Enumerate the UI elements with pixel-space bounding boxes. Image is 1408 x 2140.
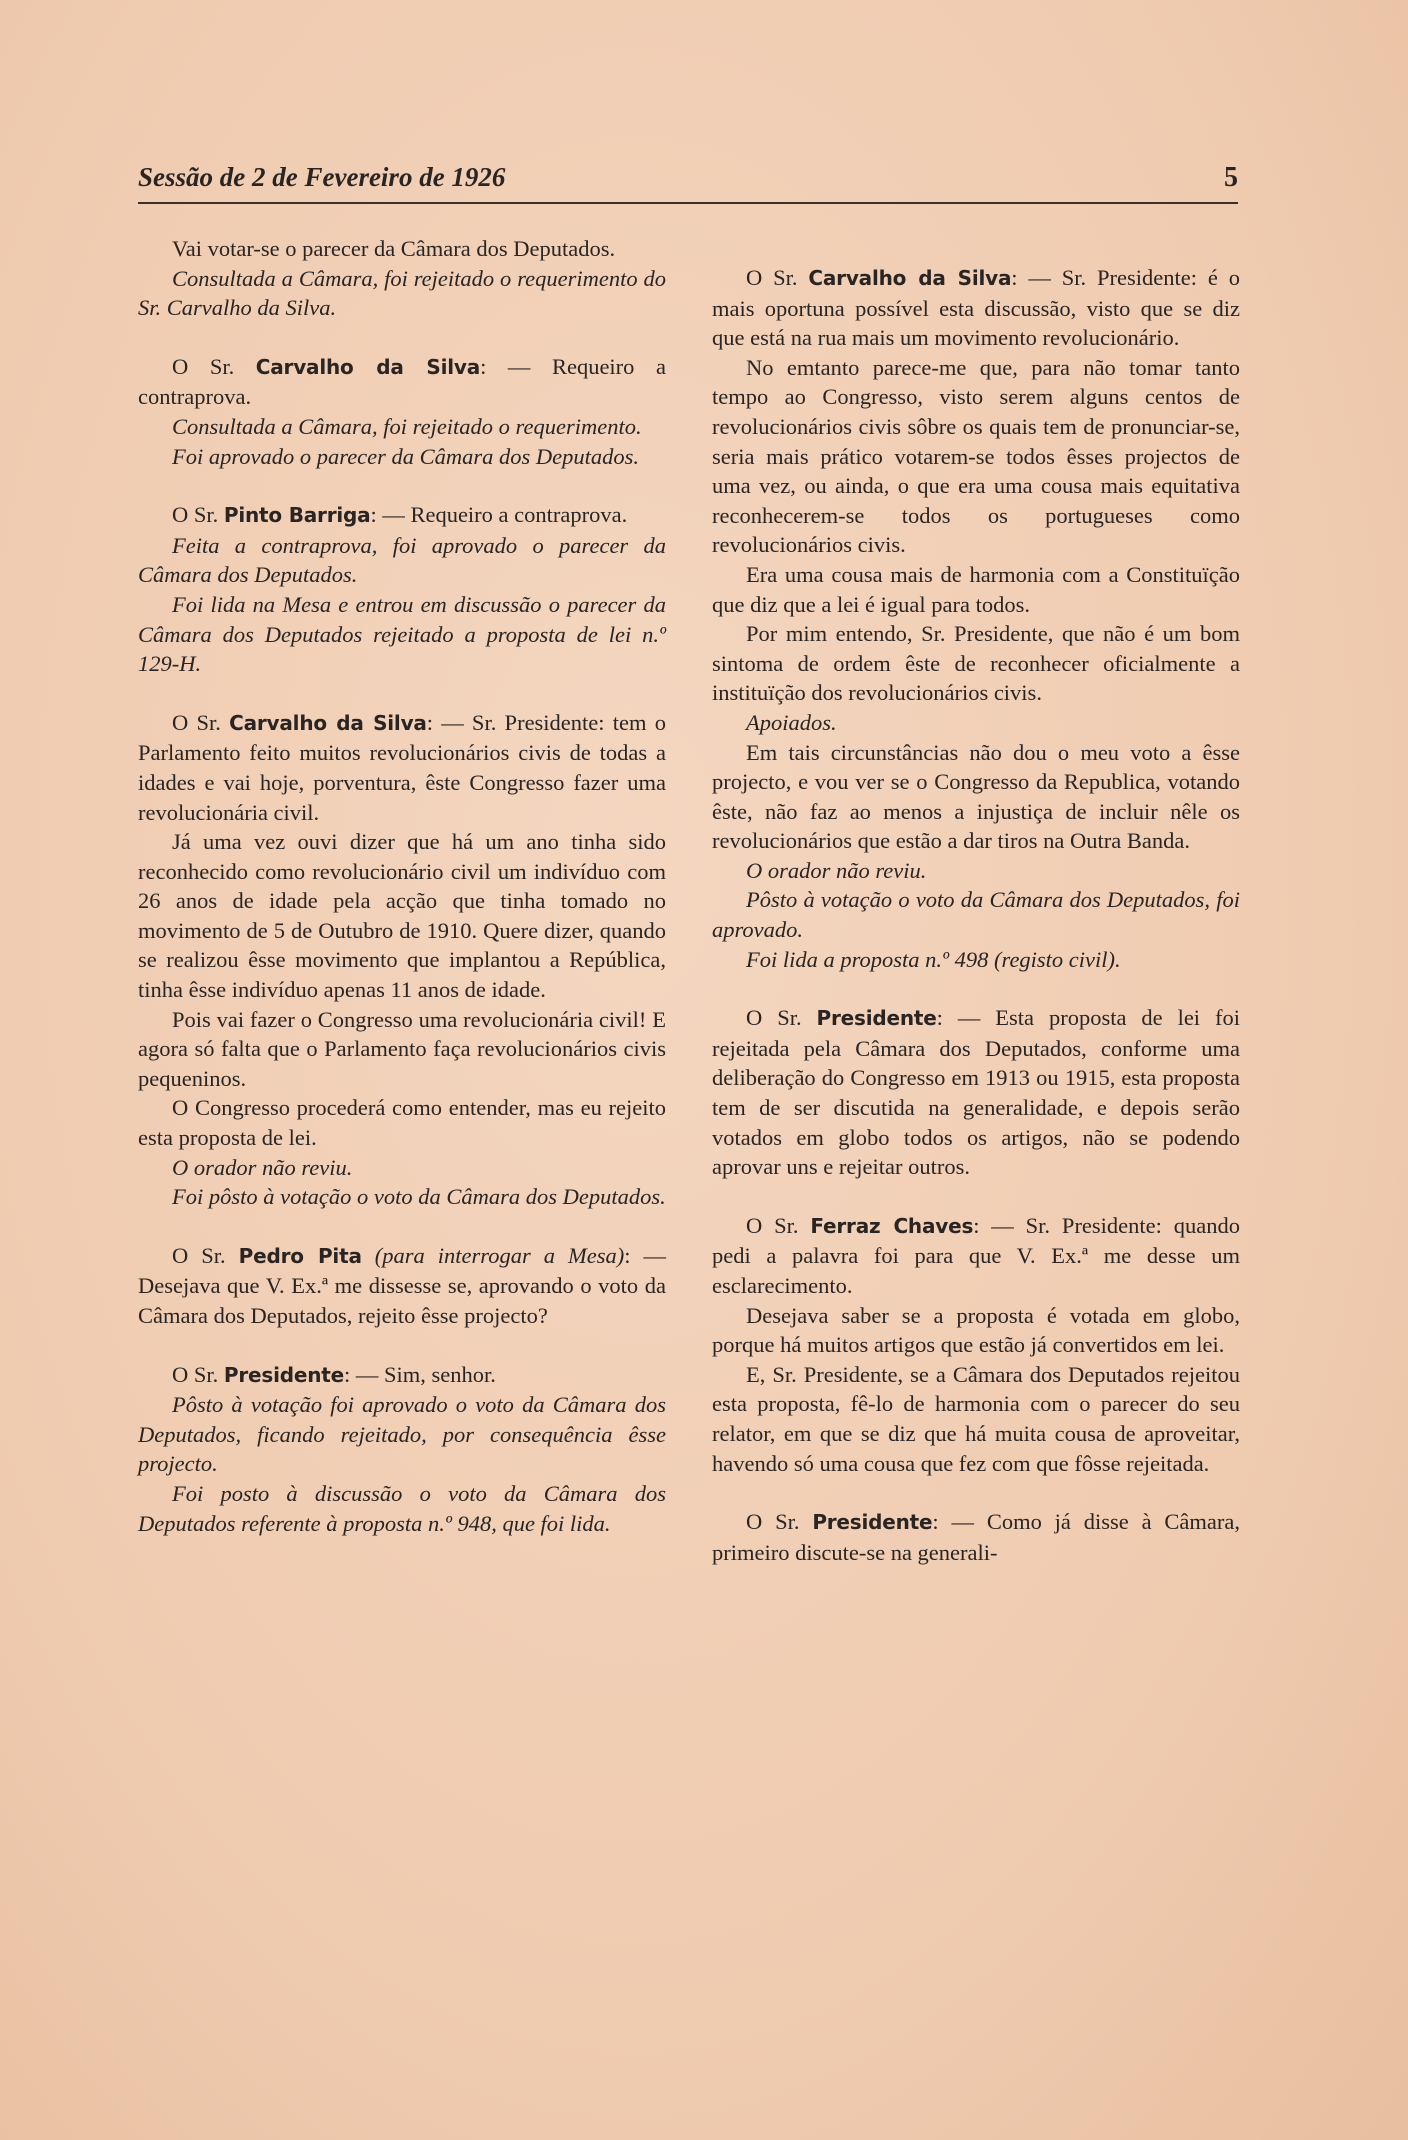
session-title: Sessão de 2 de Fevereiro de 1926 [138,162,506,192]
italic-paragraph: Pôsto à votação o voto da Câmara dos Deputados, foi aprovado. [712,887,1240,943]
speech-text: : — Esta proposta de lei foi rejeitada pela Câmara dos Deputados, conforme uma deliberação do Congresso em 1913 ou 1915, esta proposta tem de ser discutida na generalidade, e depois serão votados em globo todos os artigos, não se podendo aprovar uns e rejeitar outros. [712,1005,1240,1180]
paragraph: Era uma cousa mais de harmonia com a Constituïção que diz que a lei é igual para todos. [712,561,1240,617]
speech-paragraph [138,1241,666,1331]
paragraph: Pois vai fazer o Congresso uma revolucionária civil! E agora só falta que o Parlamento faça revolucionários civis pequeninos. [138,1006,666,1091]
speaker-name: Carvalho da Silva [229,710,427,735]
italic-paragraph: Foi posto à discussão o voto da Câmara dos Deputados referente à proposta n.º 948, que foi lida. [138,1480,666,1536]
paragraph: Em tais circunstâncias não dou o meu voto a êsse projecto, e vou ver se o Congresso da Republica, votando êste, não faz ao menos a injustiça de incluir nêle os revolucionários que estão a dar tiros na Outra Banda. [712,739,1240,854]
italic-paragraph: Consultada a Câmara, foi rejeitado o requerimento. [172,413,642,439]
paragraph: Já uma vez ouvi dizer que há um ano tinha sido reconhecido como revolucionário civil um indivíduo com 26 anos de idade pela acção que tinha tomado no movimento de 5 de Outubro de 1910. Quere dizer, quando se realizou êsse movimento que implantou a República, tinha êsse indivíduo apenas 11 anos de idade. [138,829,666,1003]
page-number: 5 [1224,162,1238,193]
italic-paragraph: Foi pôsto à votação o voto da Câmara dos Deputados. [172,1184,666,1210]
speech-text: : — Sim, senhor. [343,1361,496,1387]
speech-paragraph [712,1211,1240,1301]
paragraph: No emtanto parece-me que, para não tomar tanto tempo ao Congresso, visto serem alguns centos de revolucionários civis sôbre os quais tem de pronunciar-se, seria mais prático votarem-se todos êsses projectos de uma vez, ou ainda, o que era uma cousa mais equitativa reconhecerem-se todos os portugueses como revolucionários civis. [712,354,1240,558]
speaker-prefix: O Sr. [172,1242,239,1268]
paragraph: O Congresso procederá como entender, mas eu rejeito esta proposta de lei. [138,1095,666,1151]
speaker-name: Carvalho da Silva [808,266,1012,290]
speaker-prefix: O Sr. [746,1212,811,1238]
speaker-name: Presidente [816,1006,937,1031]
italic-paragraph: Feita a contraprova, foi aprovado o parecer da Câmara dos Deputados. [138,532,666,588]
left-column [138,234,666,1538]
speaker-prefix: O Sr. [172,709,230,735]
paragraph: Vai votar-se o parecer da Câmara dos Deputados. [172,236,616,261]
speaker-name: Pedro Pita [238,1243,362,1268]
speech-paragraph [138,708,666,827]
paragraph: Por mim entendo, Sr. Presidente, que não é um bom sintoma de ordem êste de reconhecer oficialmente a instituïção dos revolucionários civis. [712,621,1240,706]
speaker-prefix: O Sr. [746,1509,813,1535]
speech-paragraph [138,352,666,412]
speaker-name: Presidente [223,1362,344,1387]
speech-text: : — Como já disse à Câmara, primeiro discute-se na generali- [712,1509,1240,1565]
italic-paragraph: Foi aprovado o parecer da Câmara dos Deputados. [172,443,640,469]
speaker-name: Ferraz Chaves [810,1213,974,1238]
speech-text: : — Sr. Presidente: é o mais oportuna possível esta discussão, visto que se diz que está na rua mais um movimento revolucionário. [712,265,1240,351]
speech-paragraph [712,1507,1240,1567]
speech-text: : — Sr. Presidente: tem o Parlamento feito muitos revolucionários civis de todas a idades e vai hoje, porventura, êste Congresso fazer uma revolucionária civil. [138,709,666,825]
speaker-name: Pinto Barriga [223,503,371,528]
speech-paragraph [712,1003,1240,1182]
italic-paragraph: Foi lida a proposta n.º 498 (registo civil). [746,946,1121,972]
italic-paragraph: Pôsto à votação foi aprovado o voto da Câmara dos Deputados, ficando rejeitado, por consequência êsse projecto. [138,1392,666,1477]
italic-paragraph: O orador não reviu. [172,1154,353,1180]
speech-text: : — Desejava que V. Ex.ª me dissesse se, aprovando o voto da Câmara dos Deputados, rejeito êsse projecto? [138,1242,666,1328]
speaker-aside: (para interrogar a Mesa) [374,1242,625,1268]
speaker-name: Presidente [812,1510,933,1535]
italic-paragraph: Apoiados. [746,709,837,735]
speech-paragraph [712,263,1240,353]
speech-paragraph [138,500,666,531]
speech-text: : — Sr. Presidente: quando pedi a palavra foi para que V. Ex.ª me desse um esclarecimento. [712,1212,1241,1298]
page-header [138,162,1238,204]
italic-paragraph: O orador não reviu. [746,857,927,883]
speaker-prefix: O Sr. [746,1005,817,1031]
speaker-prefix: O Sr. [172,502,224,528]
italic-paragraph: Consultada a Câmara, foi rejeitado o requerimento do Sr. Carvalho da Silva. [138,265,666,321]
speaker-prefix: O Sr. [172,1361,224,1387]
speech-text: : — Requeiro a contraprova. [138,353,666,410]
speaker-name: Carvalho da Silva [255,354,481,379]
speaker-prefix: O Sr. [172,353,256,379]
right-column [712,234,1240,1567]
italic-paragraph: Foi lida na Mesa e entrou em discussão o parecer da Câmara dos Deputados rejeitado a proposta de lei n.º 129-H. [138,591,666,677]
speaker-prefix: O Sr. [746,265,809,290]
speech-paragraph [138,1360,666,1391]
paragraph: Desejava saber se a proposta é votada em globo, porque há muitos artigos que estão já convertidos em lei. [712,1302,1240,1358]
speech-text: : — Requeiro a contraprova. [370,502,628,528]
paragraph: E, Sr. Presidente, se a Câmara dos Deputados rejeitou esta proposta, fê-lo de harmonia com o parecer do seu relator, em que se diz que há muita cousa de aproveitar, havendo só uma cousa que fez com que fôsse rejeitada. [712,1361,1240,1476]
